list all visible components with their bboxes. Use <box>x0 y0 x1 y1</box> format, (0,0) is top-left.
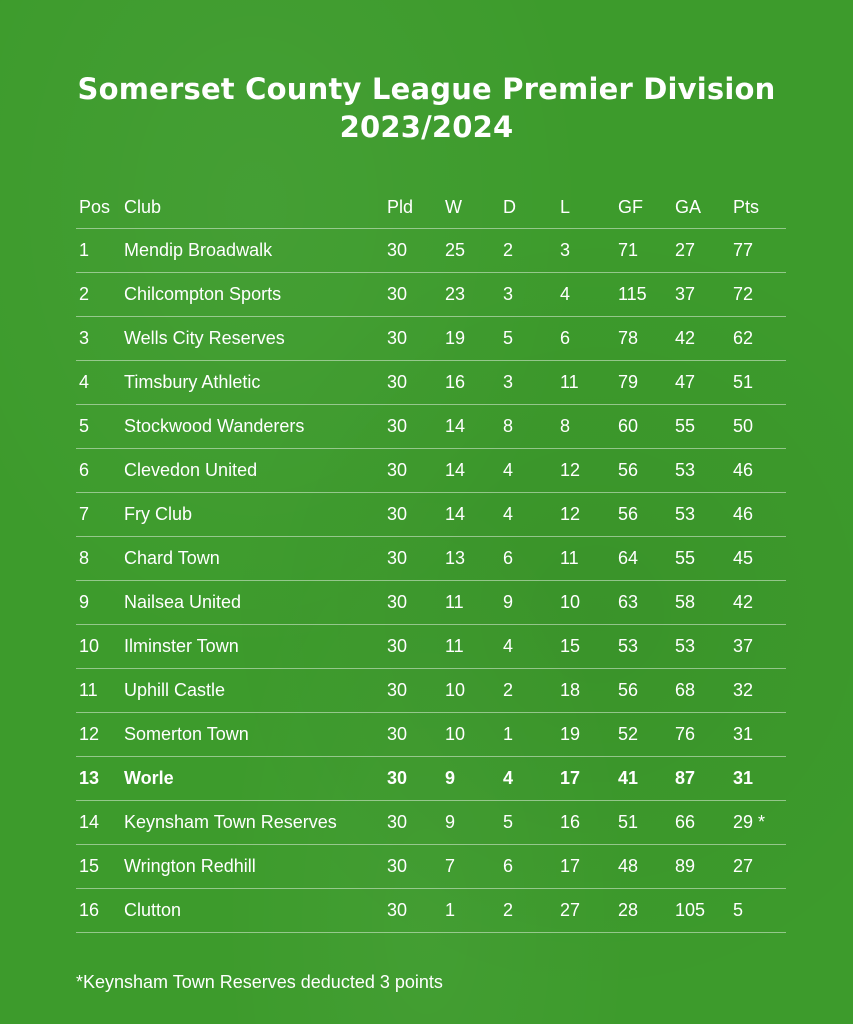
cell-pld: 30 <box>387 900 408 920</box>
table-row <box>76 581 786 625</box>
table-row <box>76 273 786 317</box>
cell-ga: 76 <box>675 724 696 744</box>
cell-pts: 51 <box>733 372 754 392</box>
cell-ga: 55 <box>675 548 696 568</box>
cell-ga: 53 <box>675 636 696 656</box>
header-pts: Pts <box>733 197 760 217</box>
header-club: Club <box>124 197 162 217</box>
cell-l: 15 <box>560 636 581 656</box>
cell-pts: 32 <box>733 680 754 700</box>
cell-d: 2 <box>503 240 514 260</box>
cell-l: 27 <box>560 900 581 920</box>
cell-w: 14 <box>445 416 466 436</box>
cell-w: 10 <box>445 680 466 700</box>
cell-club: Stockwood Wanderers <box>124 416 305 436</box>
cell-pos: 3 <box>79 328 90 348</box>
cell-club: Fry Club <box>124 504 193 524</box>
cell-w: 19 <box>445 328 466 348</box>
cell-club: Wrington Redhill <box>124 856 256 876</box>
cell-w: 10 <box>445 724 466 744</box>
cell-pld: 30 <box>387 328 408 348</box>
cell-l: 6 <box>560 328 571 348</box>
cell-ga: 66 <box>675 812 696 832</box>
cell-pos: 14 <box>79 812 100 832</box>
table-row <box>76 405 786 449</box>
cell-gf: 56 <box>618 460 639 480</box>
table-row <box>76 493 786 537</box>
cell-pos: 11 <box>79 680 98 700</box>
cell-d: 5 <box>503 812 514 832</box>
cell-w: 7 <box>445 856 456 876</box>
cell-l: 18 <box>560 680 581 700</box>
cell-w: 23 <box>445 284 466 304</box>
table-row <box>76 757 786 801</box>
cell-pts: 29 * <box>733 812 766 832</box>
cell-pos: 2 <box>79 284 90 304</box>
cell-ga: 53 <box>675 504 696 524</box>
cell-pld: 30 <box>387 284 408 304</box>
cell-ga: 55 <box>675 416 696 436</box>
header-pos: Pos <box>79 197 111 217</box>
cell-d: 3 <box>503 372 514 392</box>
cell-w: 16 <box>445 372 466 392</box>
cell-pts: 42 <box>733 592 754 612</box>
header-l: L <box>560 197 571 217</box>
cell-pts: 77 <box>733 240 754 260</box>
cell-pld: 30 <box>387 636 408 656</box>
table-row <box>76 317 786 361</box>
cell-club: Uphill Castle <box>124 680 226 700</box>
cell-pos: 16 <box>79 900 100 920</box>
cell-d: 4 <box>503 636 514 656</box>
cell-ga: 53 <box>675 460 696 480</box>
cell-pos: 10 <box>79 636 100 656</box>
cell-pld: 30 <box>387 812 408 832</box>
cell-club: Wells City Reserves <box>124 328 285 348</box>
cell-w: 13 <box>445 548 466 568</box>
cell-pld: 30 <box>387 548 408 568</box>
cell-pts: 31 <box>733 724 754 744</box>
league-table <box>76 186 786 933</box>
cell-pts: 62 <box>733 328 754 348</box>
page-title <box>0 70 853 146</box>
table-row <box>76 449 786 493</box>
cell-w: 1 <box>445 900 456 920</box>
table-row <box>76 801 786 845</box>
cell-pld: 30 <box>387 504 408 524</box>
cell-pld: 30 <box>387 856 408 876</box>
cell-pos: 13 <box>79 768 100 788</box>
cell-gf: 64 <box>618 548 639 568</box>
cell-gf: 51 <box>618 812 639 832</box>
cell-pld: 30 <box>387 372 408 392</box>
cell-gf: 78 <box>618 328 639 348</box>
cell-l: 17 <box>560 768 581 788</box>
cell-pts: 5 <box>733 900 744 920</box>
cell-club: Keynsham Town Reserves <box>124 812 337 832</box>
cell-ga: 42 <box>675 328 696 348</box>
cell-pts: 45 <box>733 548 754 568</box>
cell-pts: 72 <box>733 284 754 304</box>
table-row <box>76 229 786 273</box>
cell-pts: 46 <box>733 504 754 524</box>
table-row <box>76 669 786 713</box>
cell-club: Clevedon United <box>124 460 258 480</box>
cell-w: 11 <box>445 592 464 612</box>
cell-d: 6 <box>503 856 514 876</box>
cell-gf: 115 <box>618 284 647 304</box>
cell-gf: 71 <box>618 240 639 260</box>
cell-w: 14 <box>445 504 466 524</box>
cell-pos: 12 <box>79 724 100 744</box>
header-d: D <box>503 197 516 217</box>
cell-ga: 105 <box>675 900 706 920</box>
cell-l: 4 <box>560 284 571 304</box>
cell-club: Timsbury Athletic <box>124 372 261 392</box>
cell-l: 11 <box>560 372 579 392</box>
table-body <box>76 229 786 933</box>
table-row <box>76 713 786 757</box>
table-header-row <box>76 186 786 229</box>
cell-pts: 50 <box>733 416 754 436</box>
cell-gf: 53 <box>618 636 639 656</box>
cell-pts: 31 <box>733 768 754 788</box>
cell-l: 19 <box>560 724 581 744</box>
cell-pts: 46 <box>733 460 754 480</box>
cell-gf: 41 <box>618 768 639 788</box>
cell-ga: 68 <box>675 680 696 700</box>
cell-gf: 63 <box>618 592 639 612</box>
cell-d: 5 <box>503 328 514 348</box>
cell-pos: 1 <box>79 240 90 260</box>
cell-w: 25 <box>445 240 466 260</box>
cell-d: 4 <box>503 768 514 788</box>
cell-d: 4 <box>503 504 514 524</box>
cell-gf: 56 <box>618 680 639 700</box>
cell-l: 17 <box>560 856 581 876</box>
cell-w: 9 <box>445 812 456 832</box>
cell-club: Somerton Town <box>124 724 249 744</box>
table-row <box>76 845 786 889</box>
cell-w: 14 <box>445 460 466 480</box>
header-ga: GA <box>675 197 702 217</box>
cell-pld: 30 <box>387 416 408 436</box>
cell-pts: 27 <box>733 856 754 876</box>
cell-club: Nailsea United <box>124 592 242 612</box>
cell-d: 2 <box>503 900 514 920</box>
cell-l: 11 <box>560 548 579 568</box>
cell-gf: 79 <box>618 372 639 392</box>
cell-l: 8 <box>560 416 571 436</box>
cell-pld: 30 <box>387 680 408 700</box>
cell-club: Chard Town <box>124 548 220 568</box>
header-pld: Pld <box>387 197 414 217</box>
cell-gf: 48 <box>618 856 639 876</box>
cell-d: 8 <box>503 416 514 436</box>
cell-ga: 87 <box>675 768 696 788</box>
cell-ga: 58 <box>675 592 696 612</box>
table-row <box>76 889 786 933</box>
cell-club: Mendip Broadwalk <box>124 240 273 260</box>
title-line-2: 2023/2024 <box>339 110 514 144</box>
cell-ga: 27 <box>675 240 696 260</box>
cell-w: 11 <box>445 636 464 656</box>
cell-club: Worle <box>124 768 174 788</box>
cell-d: 9 <box>503 592 514 612</box>
cell-gf: 52 <box>618 724 639 744</box>
cell-pos: 7 <box>79 504 90 524</box>
cell-pld: 30 <box>387 240 408 260</box>
cell-l: 12 <box>560 504 581 524</box>
cell-pld: 30 <box>387 768 408 788</box>
cell-d: 2 <box>503 680 514 700</box>
cell-w: 9 <box>445 768 456 788</box>
cell-gf: 28 <box>618 900 639 920</box>
cell-pld: 30 <box>387 460 408 480</box>
cell-pos: 9 <box>79 592 90 612</box>
cell-club: Ilminster Town <box>124 636 239 656</box>
cell-d: 3 <box>503 284 514 304</box>
cell-pld: 30 <box>387 592 408 612</box>
cell-pos: 5 <box>79 416 90 436</box>
header-gf: GF <box>618 197 643 217</box>
cell-club: Chilcompton Sports <box>124 284 282 304</box>
table-row <box>76 537 786 581</box>
cell-d: 1 <box>503 724 514 744</box>
cell-pos: 15 <box>79 856 100 876</box>
cell-pld: 30 <box>387 724 408 744</box>
footnote: *Keynsham Town Reserves deducted 3 points <box>76 972 443 992</box>
cell-ga: 37 <box>675 284 696 304</box>
cell-club: Clutton <box>124 900 182 920</box>
cell-gf: 56 <box>618 504 639 524</box>
cell-pos: 4 <box>79 372 90 392</box>
cell-l: 12 <box>560 460 581 480</box>
cell-pos: 6 <box>79 460 90 480</box>
cell-pos: 8 <box>79 548 90 568</box>
cell-l: 16 <box>560 812 581 832</box>
table-row <box>76 361 786 405</box>
table-row <box>76 625 786 669</box>
cell-d: 6 <box>503 548 514 568</box>
cell-d: 4 <box>503 460 514 480</box>
cell-ga: 47 <box>675 372 696 392</box>
cell-l: 3 <box>560 240 571 260</box>
cell-l: 10 <box>560 592 581 612</box>
cell-gf: 60 <box>618 416 639 436</box>
cell-ga: 89 <box>675 856 696 876</box>
header-w: W <box>445 197 462 217</box>
cell-pts: 37 <box>733 636 754 656</box>
title-line-1: Somerset County League Premier Division <box>77 72 776 106</box>
